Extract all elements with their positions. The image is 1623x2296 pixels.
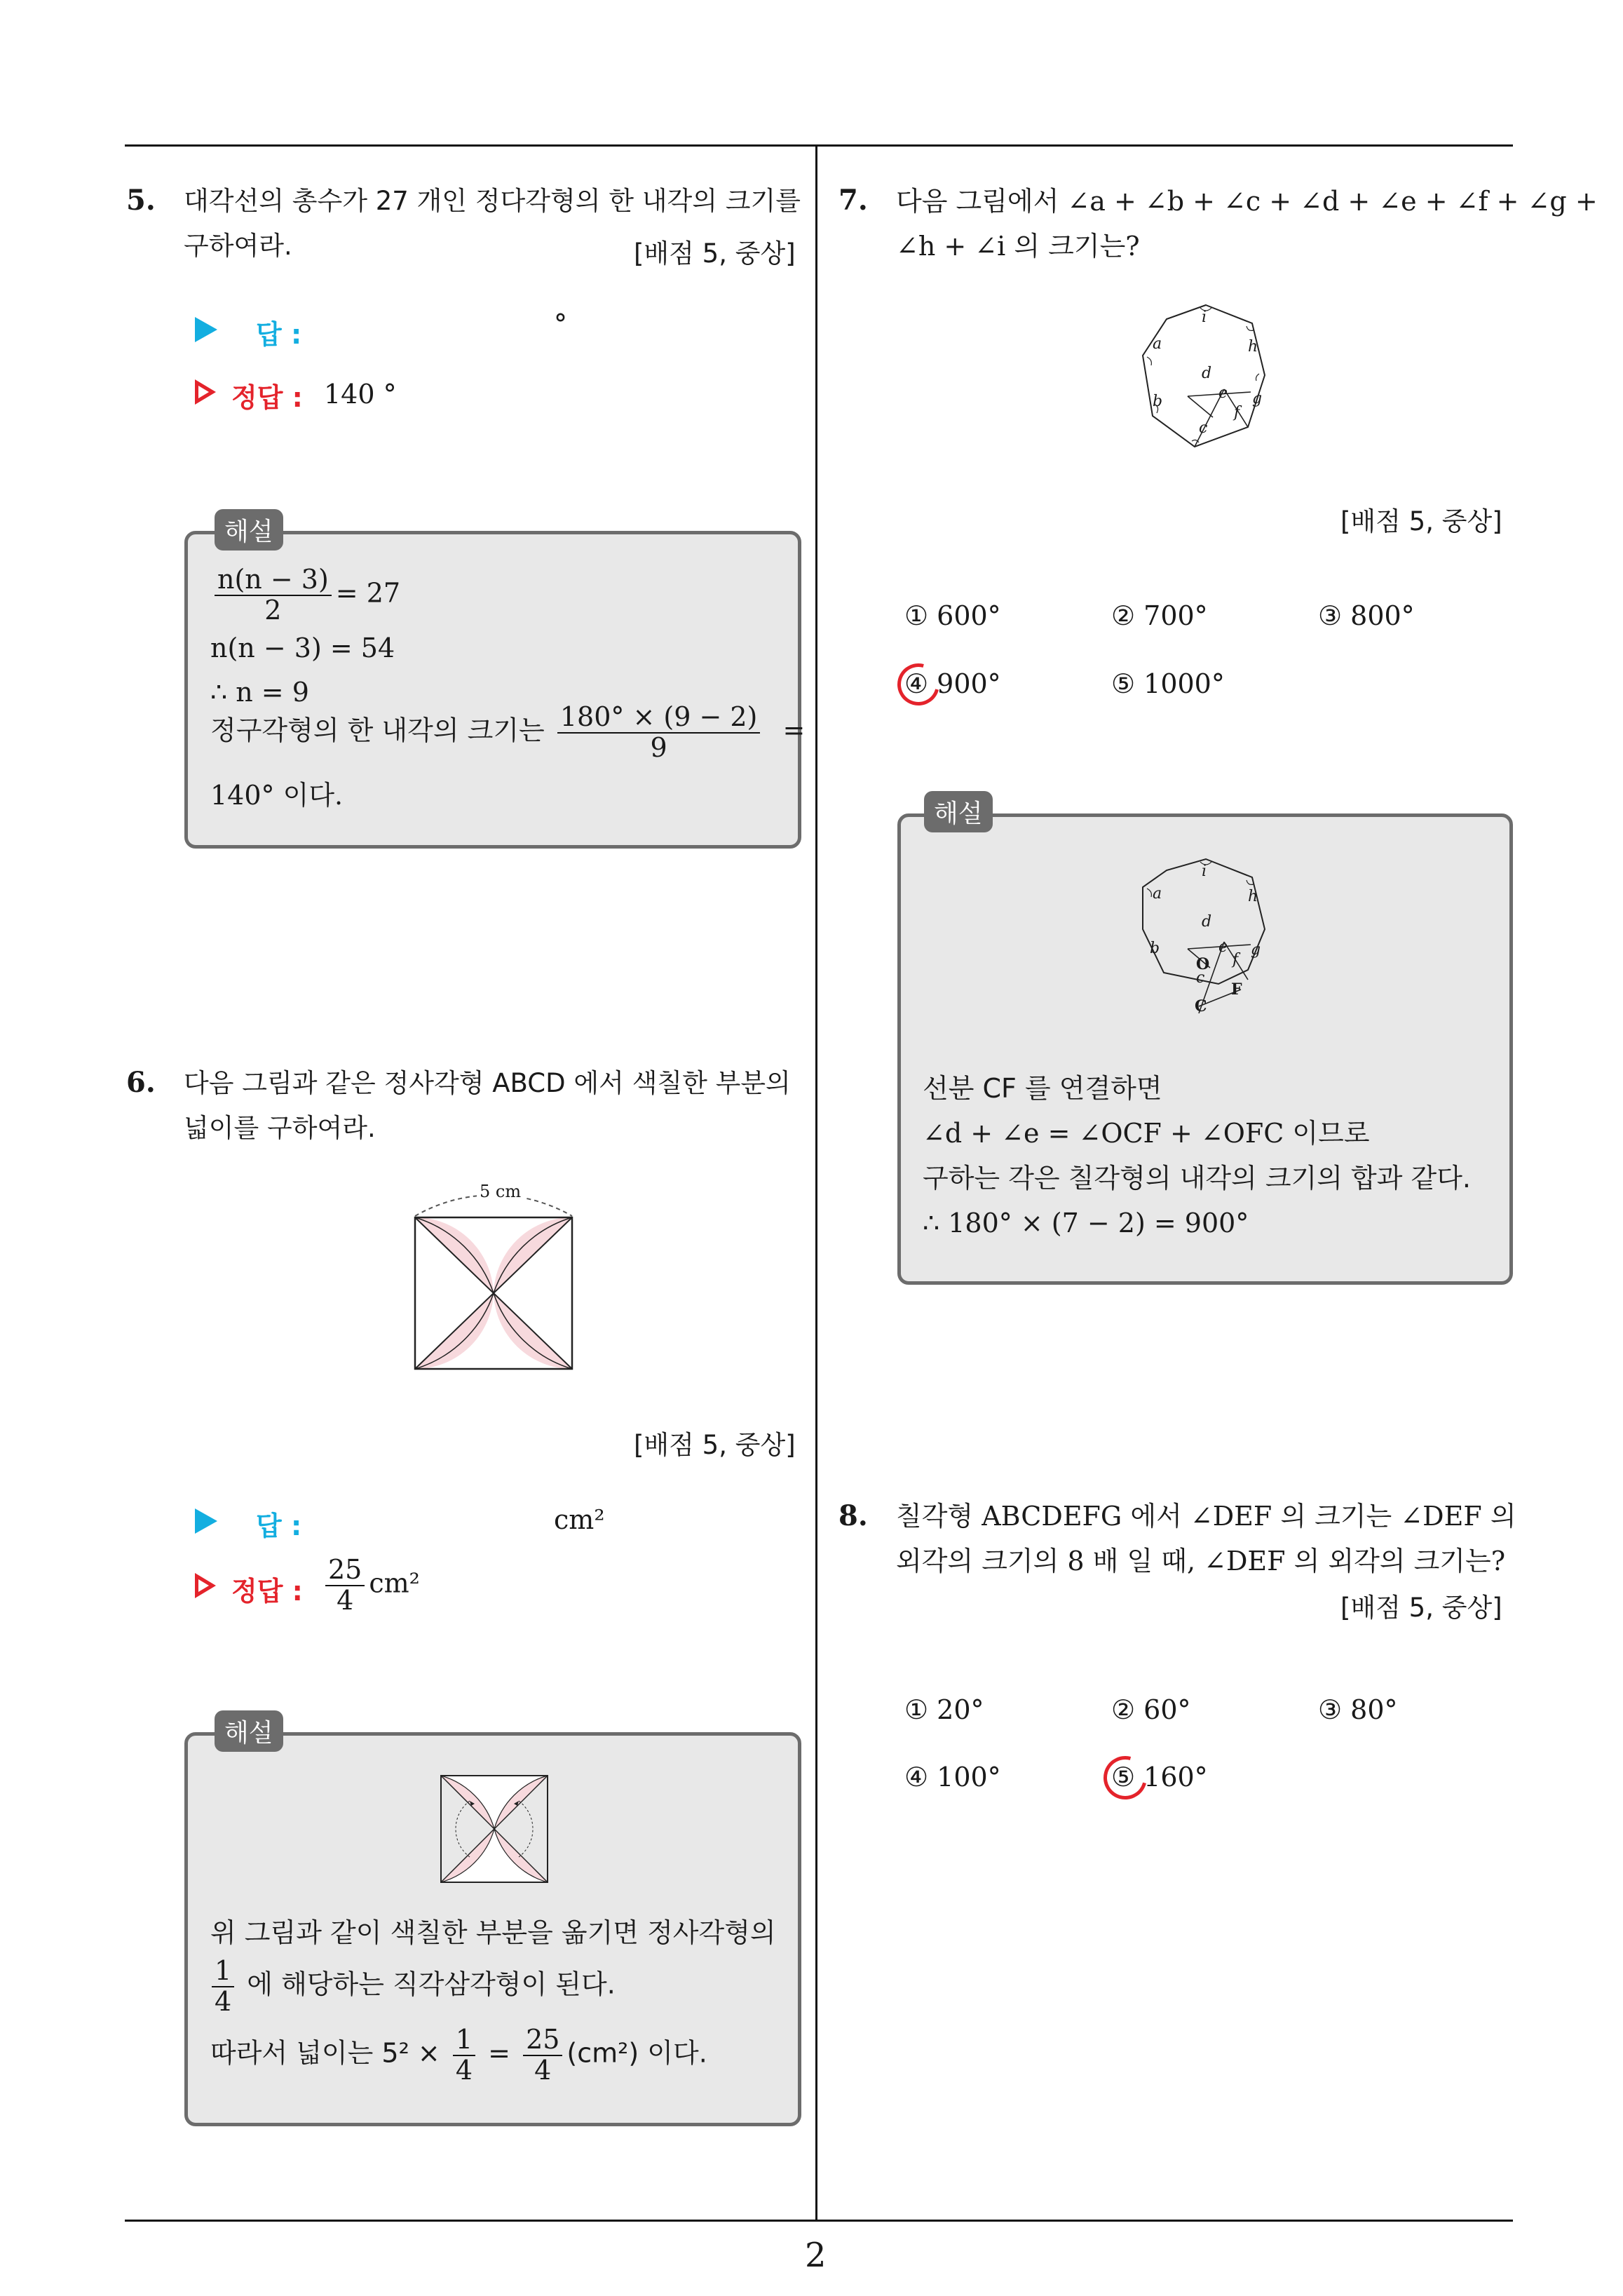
q7-exp-figure-label: F bbox=[1231, 980, 1242, 999]
q7-figure-label: f bbox=[1234, 404, 1240, 421]
q7-exp-line1: 선분 CF 를 연결하면 bbox=[923, 1073, 1162, 1104]
q7-figure-label: i bbox=[1202, 309, 1207, 326]
question-5-line2: 구하여라. bbox=[184, 231, 292, 261]
q6-exp-line3-f1d: 4 bbox=[455, 2054, 473, 2086]
q5-frac-rhs: = 27 bbox=[335, 577, 401, 609]
correct-label: 정답 : bbox=[231, 1576, 303, 1607]
q7-choice-4[interactable]: ④ 900° bbox=[904, 668, 1001, 699]
question-8-line2: 외각의 크기의 8 배 일 때, ∠DEF 의 외각의 크기는? bbox=[896, 1546, 1506, 1576]
q7-exp-figure-label: g bbox=[1251, 941, 1261, 959]
q5-frac-den: 2 bbox=[264, 594, 282, 626]
q6-exp-line2 bbox=[208, 1957, 616, 2017]
q6-figure-label: 5 cm bbox=[477, 1182, 524, 1201]
q7-exp-figure-label: C bbox=[1195, 997, 1207, 1015]
q8-choice-4[interactable]: ④ 100° bbox=[904, 1762, 1001, 1792]
q6-exp-line3-f2n: 25 bbox=[523, 2025, 562, 2056]
q6-exp-line3-a: 따라서 넓이는 5² × bbox=[210, 2037, 440, 2069]
q7-figure-label: c bbox=[1199, 419, 1208, 437]
q6-exp-line3-eq: = bbox=[488, 2037, 510, 2069]
q7-exp-figure-label: h bbox=[1248, 888, 1258, 905]
question-8-number: 8. bbox=[838, 1499, 868, 1532]
q7-choice-3[interactable]: ③ 800° bbox=[1318, 600, 1415, 631]
q7-figure-label: e bbox=[1218, 384, 1228, 402]
q6-exp-line3-f2d: 4 bbox=[534, 2054, 552, 2086]
q7-figure-label: h bbox=[1248, 338, 1258, 356]
q7-exp-figure-label: e bbox=[1218, 938, 1228, 956]
q6-explanation-figure bbox=[438, 1773, 550, 1885]
q8-correct-mark bbox=[1096, 1748, 1155, 1808]
question-6-score: [배점 5, 중상] bbox=[634, 1430, 796, 1460]
question-7-line1: 다음 그림에서 ∠a + ∠b + ∠c + ∠d + ∠e + ∠f + ∠g + bbox=[896, 186, 1598, 217]
q6-exp-line2-den: 4 bbox=[215, 1985, 232, 2017]
top-rule bbox=[125, 144, 1513, 147]
question-6-line1: 다음 그림과 같은 정사각형 ABCD 에서 색칠한 부분의 bbox=[184, 1068, 791, 1098]
question-7-score: [배점 5, 중상] bbox=[1340, 506, 1502, 536]
q6-correct-num: 25 bbox=[325, 1555, 365, 1586]
column-divider bbox=[815, 144, 817, 2222]
correct-value: 140 ° bbox=[324, 379, 397, 410]
q5-exp-line4-eq: = bbox=[782, 715, 806, 746]
q6-exp-line3-f1n: 1 bbox=[453, 2025, 475, 2056]
q7-figure-label: b bbox=[1153, 393, 1163, 410]
q7-exp-line3: 구하는 각은 칠각형의 내각의 크기의 합과 같다. bbox=[923, 1163, 1472, 1194]
q5-exp-line4 bbox=[210, 703, 805, 763]
answer-arrow-icon bbox=[195, 317, 217, 342]
question-8-line1: 칠각형 ABCDEFG 에서 ∠DEF 의 크기는 ∠DEF 의 bbox=[896, 1501, 1516, 1532]
q7-figure-label: g bbox=[1252, 390, 1263, 407]
q5-exp-line5: 140° 이다. bbox=[210, 780, 344, 811]
question-7-number: 7. bbox=[838, 184, 868, 217]
explanation-tag: 해설 bbox=[215, 1710, 283, 1752]
q5-exp-line3: ∴ n = 9 bbox=[210, 677, 309, 708]
q8-choice-1[interactable]: ① 20° bbox=[904, 1694, 984, 1725]
q7-exp-figure-label: c bbox=[1196, 969, 1205, 987]
answer-label: 답 : bbox=[256, 1511, 302, 1541]
answer-input[interactable]: cm² bbox=[554, 1504, 605, 1535]
q8-choice-5[interactable]: ⑤ 160° bbox=[1111, 1762, 1208, 1792]
question-5-line1: 대각선의 총수가 27 개인 정다각형의 한 내각의 크기를 bbox=[184, 186, 801, 216]
correct-value bbox=[321, 1555, 420, 1616]
question-7-line2: ∠h + ∠i 의 크기는? bbox=[896, 231, 1140, 262]
q7-correct-mark bbox=[890, 656, 947, 713]
answer-arrow-icon bbox=[195, 1508, 217, 1534]
q7-exp-figure-label: b bbox=[1150, 940, 1160, 957]
question-8-score: [배점 5, 중상] bbox=[1340, 1593, 1502, 1623]
page-number: 2 bbox=[805, 2236, 827, 2275]
q5-exp-line4-text: 정구각형의 한 내각의 크기는 bbox=[210, 715, 545, 746]
q7-exp-figure-label: d bbox=[1202, 913, 1212, 931]
q5-frac-num: n(n − 3) bbox=[215, 565, 332, 596]
q6-correct-den: 4 bbox=[337, 1584, 354, 1616]
q6-correct-unit: cm² bbox=[369, 1567, 420, 1599]
correct-arrow-icon-inner bbox=[198, 386, 209, 398]
answer-input[interactable]: ° bbox=[554, 309, 567, 339]
explanation-tag: 해설 bbox=[215, 509, 283, 551]
q7-exp-line4: ∴ 180° × (7 − 2) = 900° bbox=[923, 1208, 1249, 1238]
q7-exp-figure-label: i bbox=[1202, 863, 1207, 880]
bottom-rule bbox=[125, 2220, 1513, 2222]
q6-square-figure bbox=[407, 1178, 582, 1382]
q6-exp-line1: 위 그림과 같이 색칠한 부분을 옮기면 정사각형의 bbox=[210, 1917, 776, 1948]
q6-exp-line3 bbox=[210, 2025, 707, 2086]
q7-exp-figure-label: f bbox=[1232, 951, 1239, 968]
correct-label: 정답 : bbox=[231, 382, 303, 413]
q6-exp-line2-num: 1 bbox=[212, 1957, 234, 1987]
q7-figure-label: a bbox=[1153, 335, 1162, 353]
q7-choice-2[interactable]: ② 700° bbox=[1111, 600, 1208, 631]
question-6-number: 6. bbox=[126, 1066, 156, 1099]
q8-choice-3[interactable]: ③ 80° bbox=[1318, 1694, 1398, 1725]
question-5-number: 5. bbox=[126, 184, 156, 217]
q5-exp-line4-num: 180° × (9 − 2) bbox=[557, 703, 761, 734]
q5-exp-line4-den: 9 bbox=[650, 731, 667, 763]
q7-exp-figure-label: O bbox=[1196, 955, 1210, 973]
answer-label: 답 : bbox=[256, 319, 302, 350]
correct-arrow-icon-inner bbox=[198, 1579, 209, 1592]
q7-choice-1[interactable]: ① 600° bbox=[904, 600, 1001, 631]
explanation-tag: 해설 bbox=[924, 791, 993, 832]
q7-exp-figure-label: a bbox=[1153, 885, 1162, 903]
q6-exp-line3-b: (cm²) 이다. bbox=[566, 2037, 707, 2069]
q8-choice-2[interactable]: ② 60° bbox=[1111, 1694, 1191, 1725]
q5-exp-line2: n(n − 3) = 54 bbox=[210, 633, 395, 663]
q5-exp-line1 bbox=[210, 565, 400, 626]
q7-choice-5[interactable]: ⑤ 1000° bbox=[1111, 668, 1225, 699]
question-5-score: [배점 5, 중상] bbox=[634, 238, 796, 269]
q6-exp-line2-text: 에 해당하는 직각삼각형이 된다. bbox=[247, 1969, 616, 2000]
q7-figure-label: d bbox=[1202, 365, 1212, 382]
question-6-line2: 넓이를 구하여라. bbox=[184, 1113, 376, 1143]
q7-exp-line2: ∠d + ∠e = ∠OCF + ∠OFC 이므로 bbox=[923, 1118, 1370, 1149]
